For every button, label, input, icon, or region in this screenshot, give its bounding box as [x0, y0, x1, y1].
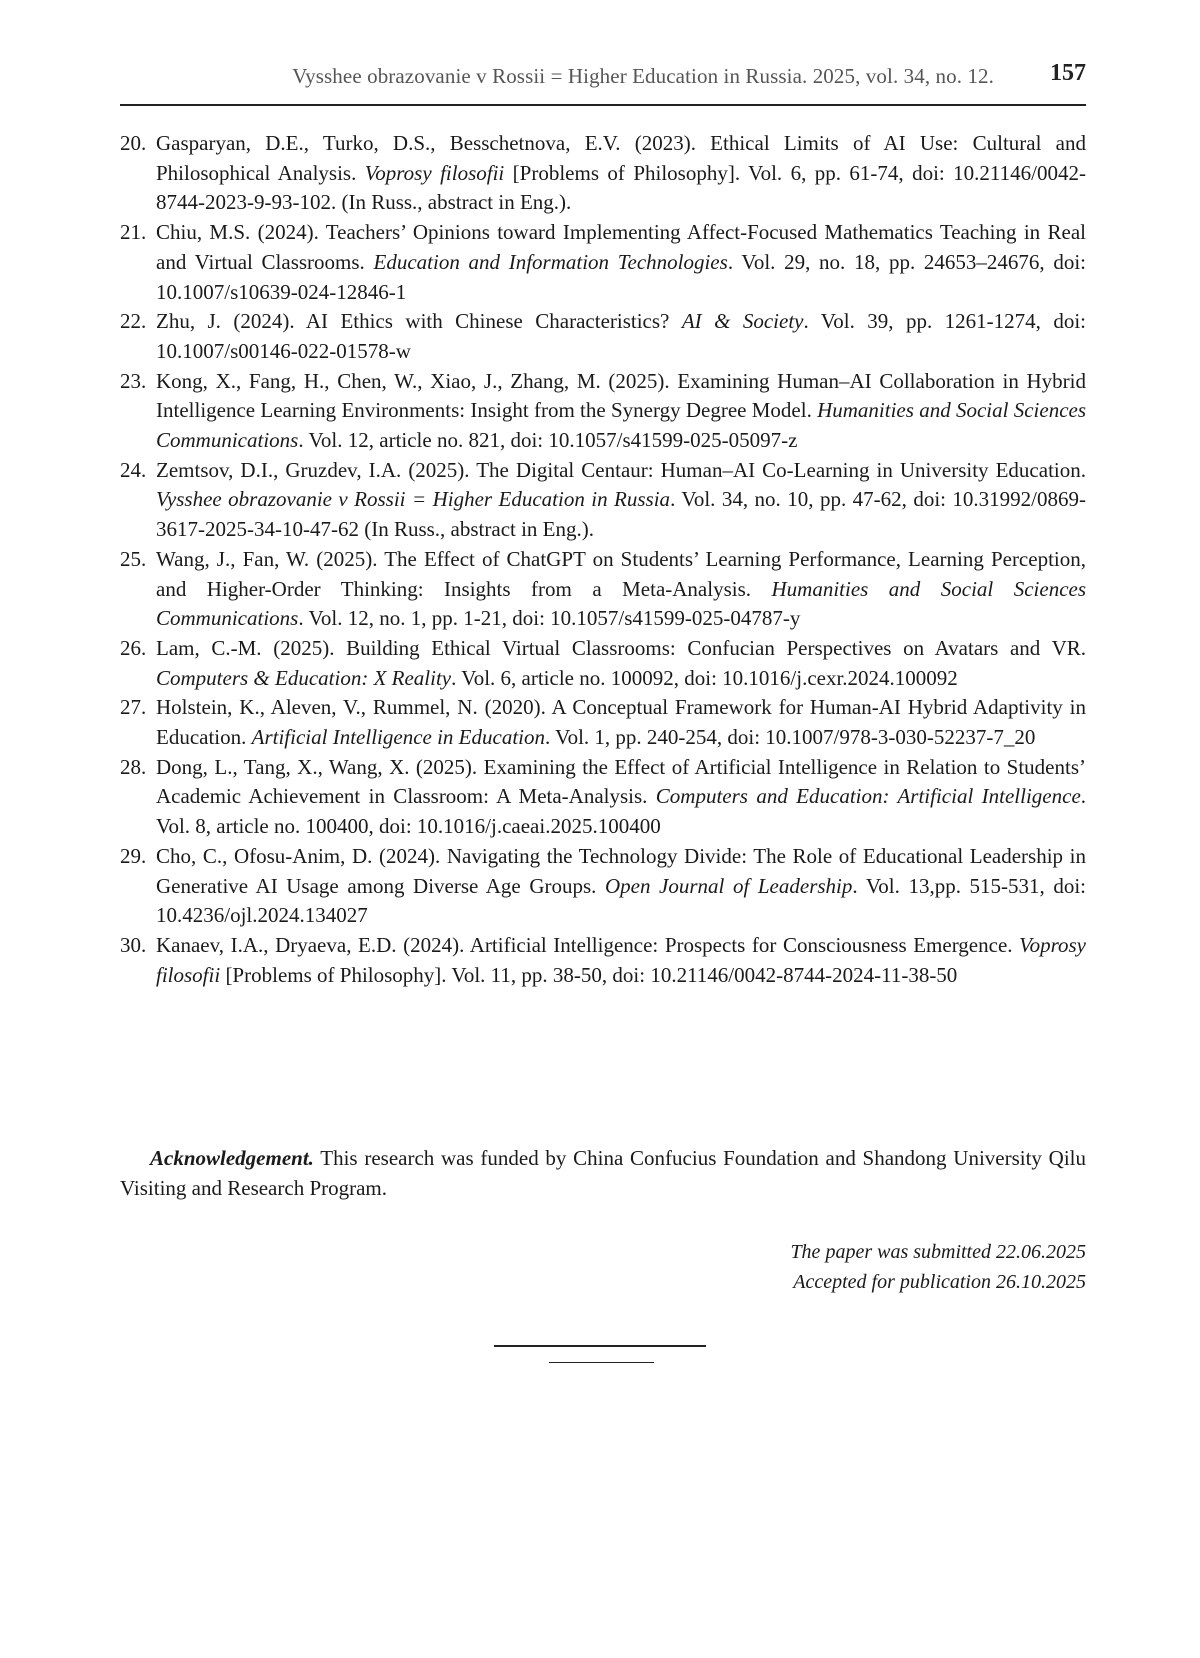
- reference-text-tail: . Vol. 12, no. 1, pp. 1-21, doi: 10.1057/s41599-025-04787-y: [298, 606, 801, 631]
- reference-item: [120, 693, 1086, 752]
- reference-source: Open Journal of Leadership: [605, 873, 853, 898]
- end-rule-long: [494, 1345, 706, 1347]
- reference-item: [120, 307, 1086, 366]
- reference-number: 23.: [120, 368, 147, 393]
- reference-source: Voprosy filosofii: [156, 932, 1086, 987]
- reference-number: 22.: [120, 309, 147, 334]
- reference-text-tail: [Problems of Philosophy]. Vol. 6, pp. 61-74, doi: 10.21146/0042-8744-2023-9-93-102. (In Russ., abstract in Eng.).: [156, 160, 1086, 215]
- reference-item: [120, 634, 1086, 693]
- acknowledgement: [120, 1144, 1086, 1203]
- acknowledgement-label: Acknowledgement.: [150, 1146, 314, 1170]
- reference-source: AI & Society: [681, 309, 804, 334]
- reference-text: Kanaev, I.A., Dryaeva, E.D. (2024). Artificial Intelligence: Prospects for Consciousness Emergence.: [156, 932, 1020, 957]
- reference-text: Gasparyan, D.E., Turko, D.S., Besschetnova, E.V. (2023). Ethical Limits of AI Use: Cultural and Philosophical Analysis.: [156, 131, 1086, 185]
- reference-text: Zhu, J. (2024). AI Ethics with Chinese Characteristics?: [156, 309, 682, 334]
- reference-item: [120, 456, 1086, 545]
- reference-number: 30.: [120, 932, 147, 957]
- reference-list: [120, 129, 1086, 990]
- reference-source: Computers and Education: Artificial Intelligence: [655, 784, 1081, 809]
- reference-text-tail: . Vol. 29, no. 18, pp. 24653–24676, doi: 10.1007/s10639-024-12846-1: [156, 249, 1086, 304]
- reference-number: 24.: [120, 457, 147, 482]
- submission-dates: [586, 1237, 1086, 1297]
- reference-number: 21.: [120, 220, 147, 245]
- reference-item: [120, 545, 1086, 634]
- reference-number: 26.: [120, 635, 147, 660]
- reference-text: Zemtsov, D.I., Gruzdev, I.A. (2025). The Digital Centaur: Human–AI Co-Learning in University Education.: [156, 457, 1086, 482]
- reference-text: Holstein, K., Aleven, V., Rummel, N. (2020). A Conceptual Framework for Human-AI Hybrid Adaptivity in Education.: [156, 695, 1086, 750]
- reference-item: [120, 129, 1086, 218]
- reference-text: Wang, J., Fan, W. (2025). The Effect of ChatGPT on Students’ Learning Performance, Learning Perception, and Higher-Order Thinking: Insights from a Meta-Analysis.: [156, 546, 1086, 601]
- acknowledgement-text: This research was funded by China Confucius Foundation and Shandong University Qilu Visiting and Research Program.: [120, 1146, 1086, 1200]
- reference-text: Dong, L., Tang, X., Wang, X. (2025). Examining the Effect of Artificial Intelligence in Relation to Students’ Academic Achievement in Classroom: A Meta-Analysis.: [156, 754, 1086, 809]
- reference-text: Lam, C.-M. (2025). Building Ethical Virtual Classrooms: Confucian Perspectives on Avatars and VR.: [156, 635, 1086, 660]
- submitted-date: The paper was submitted 22.06.2025: [790, 1241, 1086, 1263]
- end-rule-short: [549, 1362, 654, 1363]
- reference-text-tail: . Vol. 12, article no. 821, doi: 10.1057/s41599-025-05097-z: [298, 428, 798, 453]
- reference-text-tail: . Vol. 13,pp. 515-531, doi: 10.4236/ojl.2024.134027: [156, 873, 1086, 928]
- reference-source: Education and Information Technologies: [373, 249, 728, 274]
- reference-text-tail: . Vol. 39, pp. 1261-1274, doi: 10.1007/s00146-022-01578-w: [156, 309, 1086, 363]
- reference-text-tail: [Problems of Philosophy]. Vol. 11, pp. 38-50, doi: 10.21146/0042-8744-2024-11-38-50: [220, 962, 958, 987]
- reference-text-tail: . Vol. 1, pp. 240-254, doi: 10.1007/978-3-030-52237-7_20: [544, 725, 1036, 750]
- reference-number: 25.: [120, 546, 147, 571]
- reference-number: 28.: [120, 754, 147, 779]
- reference-number: 29.: [120, 843, 147, 868]
- reference-text: Kong, X., Fang, H., Chen, W., Xiao, J., Zhang, M. (2025). Examining Human–AI Collaboration in Hybrid Intelligence Learning Environments: Insight from the Synergy Degree Model.: [156, 368, 1086, 423]
- reference-text: Chiu, M.S. (2024). Teachers’ Opinions toward Implementing Affect-Focused Mathematics Teaching in Real and Virtual Classrooms.: [156, 220, 1086, 274]
- reference-text-tail: . Vol. 8, article no. 100400, doi: 10.1016/j.caeai.2025.100400: [156, 784, 1087, 839]
- reference-item: [120, 753, 1086, 842]
- reference-text-tail: . Vol. 34, no. 10, pp. 47-62, doi: 10.31992/0869-3617-2025-34-10-47-62 (In Russ., abstract in Eng.).: [156, 487, 1087, 542]
- reference-text-tail: . Vol. 6, article no. 100092, doi: 10.1016/j.cexr.2024.100092: [451, 665, 958, 690]
- page-number: 157: [1050, 60, 1086, 86]
- reference-number: 20.: [120, 131, 147, 155]
- page-header: [120, 60, 1086, 106]
- reference-item: [120, 367, 1086, 456]
- reference-item: [120, 218, 1086, 307]
- reference-source: Voprosy filosofii: [364, 160, 505, 185]
- accepted-date: Accepted for publication 26.10.2025: [793, 1271, 1086, 1293]
- reference-number: 27.: [120, 695, 147, 720]
- reference-source: Humanities and Social Sciences Communications: [156, 398, 1087, 453]
- reference-item: [120, 931, 1086, 990]
- reference-text: Cho, C., Ofosu-Anim, D. (2024). Navigating the Technology Divide: The Role of Educational Leadership in Generative AI Usage among Diverse Age Groups.: [156, 843, 1086, 898]
- reference-source: Humanities and Social Sciences Communications: [156, 576, 1087, 631]
- reference-source: Vysshee obrazovanie v Rossii = Higher Education in Russia: [156, 487, 671, 512]
- reference-item: [120, 842, 1086, 931]
- reference-source: Computers & Education: X Reality: [156, 665, 452, 690]
- reference-source: Artificial Intelligence in Education: [251, 725, 545, 750]
- running-head: Vysshee obrazovanie v Rossii = Higher Education in Russia. 2025, vol. 34, no. 12.: [292, 64, 994, 88]
